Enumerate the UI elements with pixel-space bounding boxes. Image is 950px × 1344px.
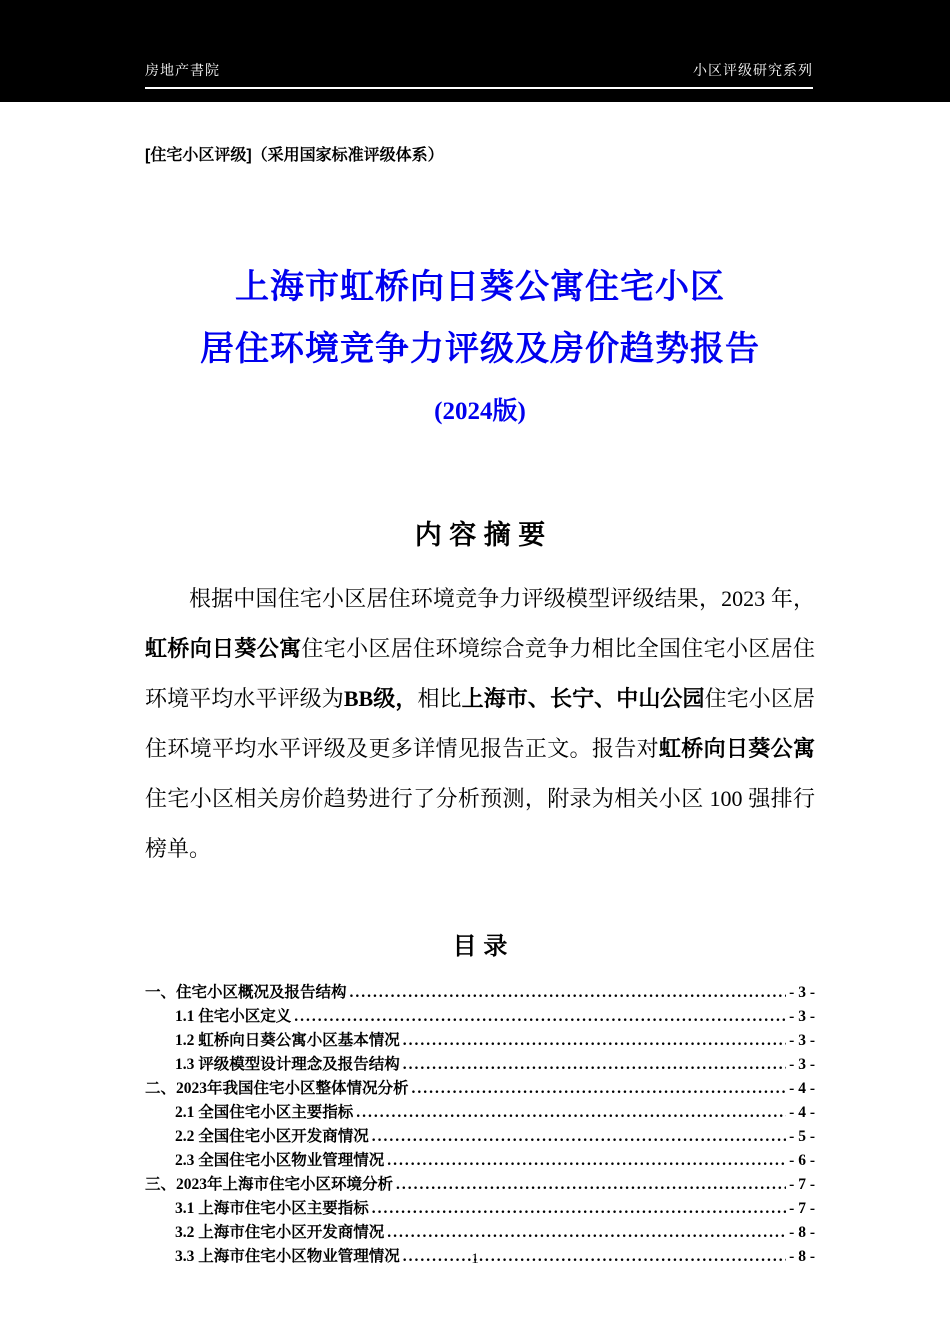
classification-line: [住宅小区评级]（采用国家标准评级体系） <box>145 147 444 164</box>
toc-entry-page: - 4 - <box>789 1104 815 1122</box>
header-rule <box>145 87 813 89</box>
abstract-segment-bold: BB级， <box>343 686 418 712</box>
report-title-line1: 上海市虹桥向日葵公寓住宅小区 <box>235 269 725 306</box>
toc-dot-leader <box>403 1029 786 1053</box>
toc-entry[interactable] <box>145 981 815 1005</box>
toc-entry[interactable] <box>145 1125 815 1149</box>
toc-entry-page: - 8 - <box>789 1224 815 1242</box>
abstract-segment: 住宅小区相关房价趋势进行了分析预测，附录为相关小区 100 强排行榜单。 <box>145 786 815 862</box>
page-header <box>0 0 950 102</box>
abstract-segment-bold: 上海市、长宁、中山公园 <box>461 686 705 712</box>
toc-entry[interactable] <box>145 1053 815 1077</box>
toc-entry[interactable] <box>145 1221 815 1245</box>
toc-dot-leader <box>294 1005 786 1029</box>
toc-entry-label: 2.2 全国住宅小区开发商情况 <box>175 1128 369 1146</box>
toc-entry-page: - 7 - <box>789 1176 815 1194</box>
toc-entry-page: - 7 - <box>789 1200 815 1218</box>
report-edition: (2024版) <box>434 398 526 425</box>
toc-dot-leader <box>396 1173 786 1197</box>
toc-dot-leader <box>412 1077 787 1101</box>
toc-entry-label: 3.1 上海市住宅小区主要指标 <box>175 1200 369 1218</box>
document-body <box>0 142 950 1269</box>
toc-entry[interactable] <box>145 1077 815 1101</box>
abstract-segment: 根据中国住宅小区居住环境竞争力评级模型评级结果，2023 年， <box>189 586 815 612</box>
toc-dot-leader <box>356 1101 786 1125</box>
toc-dot-leader <box>372 1197 786 1221</box>
report-title-line2: 居住环境竞争力评级及房价趋势报告 <box>200 331 760 368</box>
abstract-paragraph <box>145 574 815 874</box>
toc-entry-label: 3.2 上海市住宅小区开发商情况 <box>175 1224 385 1242</box>
toc-entry-page: - 3 - <box>789 1032 815 1050</box>
toc-dot-leader <box>387 1149 786 1173</box>
toc-entry-page: - 4 - <box>789 1080 815 1098</box>
header-right-label: 小区评级研究系列 <box>693 62 813 78</box>
toc-entry-page: - 3 - <box>789 984 815 1002</box>
toc-entry-label: 3.3 上海市住宅小区物业管理情况 <box>175 1248 400 1266</box>
toc-entry[interactable] <box>145 1029 815 1053</box>
table-of-contents <box>145 981 815 1269</box>
report-title <box>145 257 815 429</box>
toc-entry-label: 二、2023年我国住宅小区整体情况分析 <box>145 1080 409 1098</box>
abstract-segment-bold: 虹桥向日葵公寓 <box>145 636 302 662</box>
toc-entry-page: - 6 - <box>789 1152 815 1170</box>
abstract-segment-bold: 虹桥向日葵公寓 <box>658 736 815 762</box>
toc-entry-page: - 5 - <box>789 1128 815 1146</box>
toc-entry-label: 2.1 全国住宅小区主要指标 <box>175 1104 354 1122</box>
toc-entry-page: - 3 - <box>789 1056 815 1074</box>
toc-entry[interactable] <box>145 1197 815 1221</box>
toc-heading: 目 录 <box>452 933 508 961</box>
abstract-heading: 内 容 摘 要 <box>414 520 546 550</box>
toc-entry[interactable] <box>145 1149 815 1173</box>
toc-entry[interactable] <box>145 1101 815 1125</box>
toc-dot-leader <box>350 981 787 1005</box>
toc-entry-page: - 3 - <box>789 1008 815 1026</box>
header-left-label: 房地产書院 <box>145 62 220 78</box>
page-header-row <box>145 0 813 80</box>
toc-entry-label: 三、2023年上海市住宅小区环境分析 <box>145 1176 394 1194</box>
toc-entry-label: 1.3 评级模型设计理念及报告结构 <box>175 1056 400 1074</box>
page-footer <box>0 1251 950 1268</box>
toc-entry-label: 1.1 住宅小区定义 <box>175 1008 292 1026</box>
toc-entry-page: - 8 - <box>789 1248 815 1266</box>
toc-dot-leader <box>403 1053 786 1077</box>
abstract-segment: 住宅小区居住环境平均水平评级及更多详情见报告正文。报告对 <box>145 686 815 762</box>
toc-entry-label: 一、住宅小区概况及报告结构 <box>145 984 347 1002</box>
toc-dot-leader <box>387 1221 786 1245</box>
toc-entry[interactable] <box>145 1005 815 1029</box>
toc-dot-leader <box>372 1125 786 1149</box>
toc-entry-label: 1.2 虹桥向日葵公寓小区基本情况 <box>175 1032 400 1050</box>
toc-entry[interactable] <box>145 1173 815 1197</box>
page-number: 1 <box>471 1251 479 1267</box>
toc-entry-label: 2.3 全国住宅小区物业管理情况 <box>175 1152 385 1170</box>
abstract-segment: 相比 <box>417 686 462 712</box>
abstract-segment: 住宅小区居住环境综合竞争力相比全国住宅小区居住环境平均水平评级为 <box>145 636 815 712</box>
